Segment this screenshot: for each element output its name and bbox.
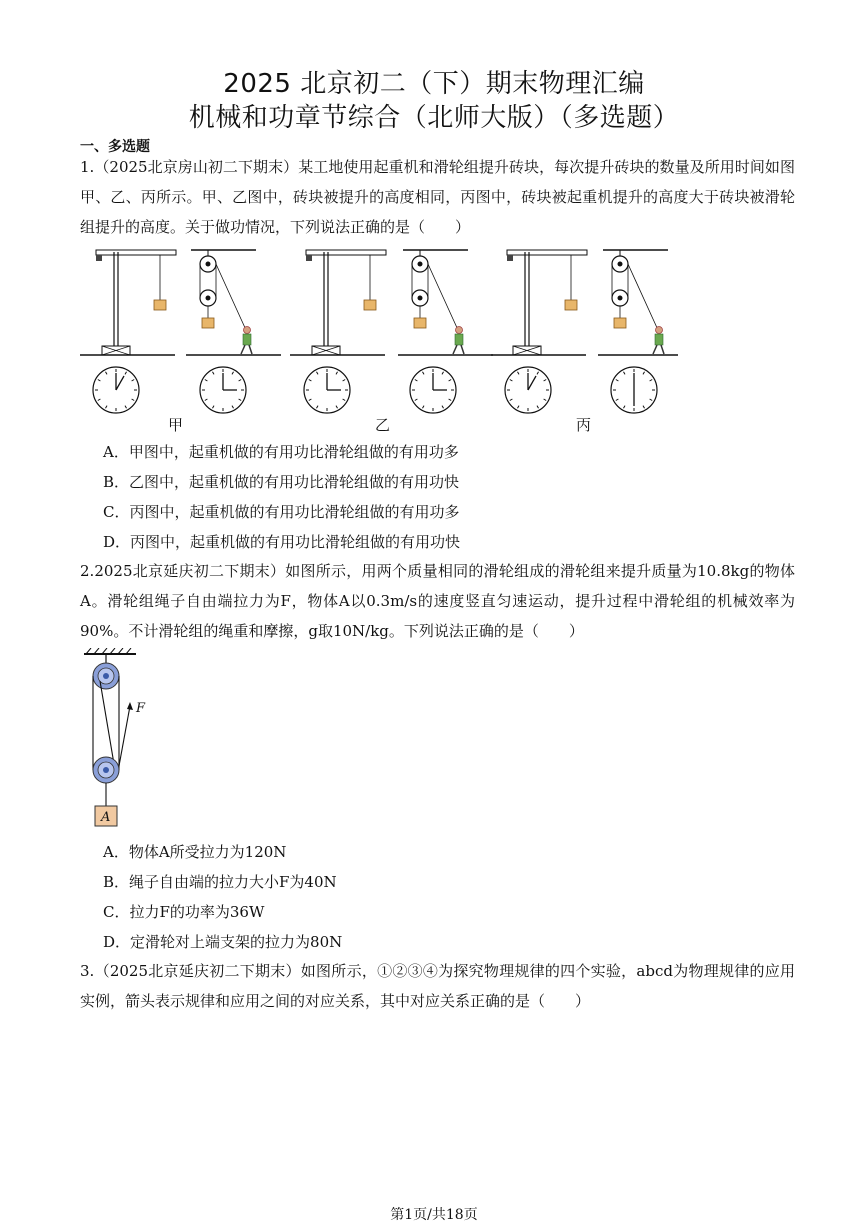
question-2-number: 2. bbox=[80, 562, 95, 580]
clock-pulley-jia bbox=[200, 367, 246, 413]
title-line-1: 2025 北京初二（下）期末物理汇编 bbox=[223, 69, 645, 99]
question-1-figure bbox=[78, 240, 678, 420]
page-footer: 第1页/共18页 bbox=[390, 1207, 478, 1223]
clock-pulley-bing bbox=[611, 367, 657, 413]
question-2-option-c[interactable]: C．拉力F的功率为36W bbox=[103, 903, 265, 921]
question-1-text bbox=[80, 152, 795, 242]
question-3-number: 3. bbox=[80, 962, 95, 980]
object-a-label: A bbox=[101, 810, 111, 825]
question-1-body: （2025北京房山初二下期末）某工地使用起重机和滑轮组提升砖块，每次提升砖块的数量及所用时间如图甲、乙、丙所示。甲、乙图中，砖块被提升的高度相同，丙图中，砖块被起重机提升的高度大于砖块被滑轮组提升的高度。关于做功情况，下列说法正确的是（ ） bbox=[80, 158, 795, 236]
clock-pulley-yi bbox=[410, 367, 456, 413]
question-2-text bbox=[80, 556, 795, 646]
question-2-option-a[interactable]: A．物体A所受拉力为120N bbox=[103, 843, 287, 861]
figure-label-jia: 甲 bbox=[168, 416, 184, 434]
clock-crane-jia bbox=[93, 367, 139, 413]
question-1-option-a[interactable]: A．甲图中，起重机做的有用功比滑轮组做的有用功多 bbox=[103, 443, 459, 461]
question-1-option-c[interactable]: C．丙图中，起重机做的有用功比滑轮组做的有用功多 bbox=[103, 503, 460, 521]
question-2-option-d[interactable]: D．定滑轮对上端支架的拉力为80N bbox=[103, 933, 343, 951]
force-label: F bbox=[136, 701, 146, 716]
figure-label-bing: 丙 bbox=[576, 416, 592, 434]
question-2-body: 2025北京延庆初二下期末）如图所示，用两个质量相同的滑轮组成的滑轮组来提升质量为10.8kg的物体A。滑轮组绳子自由端拉力为F，物体A以0.3m/s的速度竖直匀速运动，提升过程中滑轮组的机械效率为90%。不计滑轮组的绳重和摩擦，g取10N/kg。下列说法正确的是（ ） bbox=[80, 562, 795, 640]
pulley-jia bbox=[186, 250, 281, 355]
crane-jia bbox=[80, 250, 176, 355]
question-2-figure bbox=[84, 648, 164, 830]
crane-yi bbox=[290, 250, 386, 355]
question-1-number: 1. bbox=[80, 158, 95, 176]
pulley-bing bbox=[598, 250, 678, 355]
title-line-2: 机械和功章节综合（北师大版）（多选题） bbox=[188, 103, 680, 133]
crane-bing bbox=[491, 250, 587, 355]
question-2-option-b[interactable]: B．绳子自由端的拉力大小F为40N bbox=[103, 873, 337, 891]
figure-label-yi: 乙 bbox=[375, 416, 391, 434]
question-1-option-d[interactable]: D．丙图中，起重机做的有用功比滑轮组做的有用功快 bbox=[103, 533, 461, 551]
section-heading: 一、多选题 bbox=[80, 139, 150, 155]
pulley-yi bbox=[398, 250, 493, 355]
clock-crane-bing bbox=[505, 367, 551, 413]
question-3-text bbox=[80, 956, 795, 1016]
question-3-body: （2025北京延庆初二下期末）如图所示，①②③④为探究物理规律的四个实验，abcd为物理规律的应用实例，箭头表示规律和应用之间的对应关系，其中对应关系正确的是（ ） bbox=[80, 962, 795, 1010]
question-1-option-b[interactable]: B．乙图中，起重机做的有用功比滑轮组做的有用功快 bbox=[103, 473, 460, 491]
clock-crane-yi bbox=[304, 367, 350, 413]
